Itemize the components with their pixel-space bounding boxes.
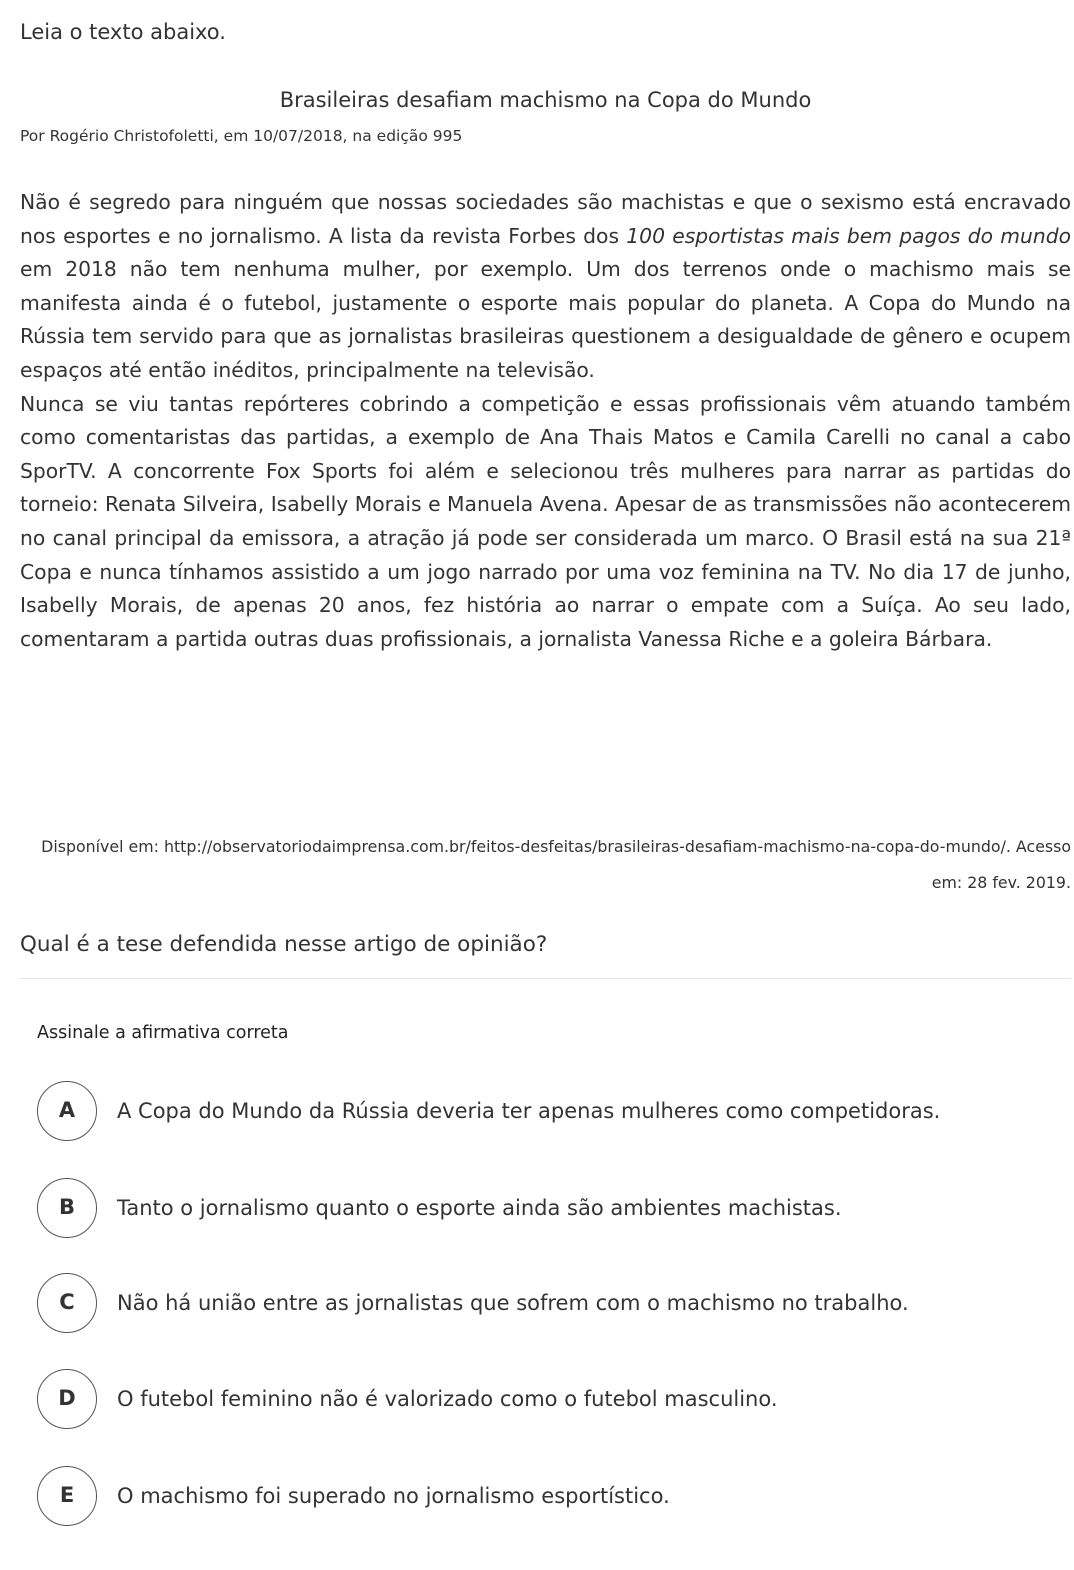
- article-source: Disponível em: http://observatoriodaimprensa.com.br/feitos-desfeitas/brasileiras-desafiam-machismo-na-copa-do-mundo/. Acesso em: 28 fev. 2019.: [41, 837, 1071, 892]
- option-text[interactable]: Não há união entre as jornalistas que sofrem com o machismo no trabalho.: [117, 1291, 909, 1315]
- question-text: Qual é a tese defendida nesse artigo de opinião?: [20, 932, 548, 957]
- article-body: [20, 186, 1071, 656]
- option-text[interactable]: Tanto o jornalismo quanto o esporte ainda são ambientes machistas.: [117, 1196, 842, 1220]
- article-byline: Por Rogério Christofoletti, em 10/07/2018, na edição 995: [20, 127, 463, 145]
- option-text[interactable]: O futebol feminino não é valorizado como o futebol masculino.: [117, 1387, 778, 1411]
- option-letter-badge[interactable]: D: [37, 1369, 97, 1429]
- article-paragraph-1-italic: 100 esportistas mais bem pagos do mundo: [626, 223, 1071, 248]
- option-text[interactable]: A Copa do Mundo da Rússia deveria ter apenas mulheres como competidoras.: [117, 1099, 941, 1123]
- answer-prompt: Assinale a afirmativa correta: [37, 1023, 289, 1043]
- option-b[interactable]: [37, 1178, 1071, 1242]
- option-letter-badge[interactable]: C: [37, 1273, 97, 1333]
- divider: [20, 978, 1071, 979]
- article-paragraph-2: Nunca se viu tantas repórteres cobrindo a competição e essas profissionais vêm atuando também como comentaristas das partidas, a exemplo de Ana Thais Matos e Camila Carelli no canal a cabo SporTV. A concorrente Fox Sports foi além e selecionou três mulheres para narrar as partidas do torneio: Renata Silveira, Isabelly Morais e Manuela Avena. Apesar de as transmissões não acontecerem no canal principal da emissora, a atração já pode ser considerada um marco. O Brasil está na sua 21ª Copa e nunca tínhamos assistido a um jogo narrado por uma voz feminina na TV. No dia 17 de junho, Isabelly Morais, de apenas 20 anos, fez história ao narrar o empate com a Suíça. Ao seu lado, comentaram a partida outras duas profissionais, a jornalista Vanessa Riche e a goleira Bárbara.: [20, 391, 1071, 651]
- option-letter-badge[interactable]: B: [37, 1178, 97, 1238]
- option-letter-badge[interactable]: E: [37, 1466, 97, 1526]
- option-a[interactable]: [37, 1081, 1071, 1145]
- article-paragraph-1-part-2: em 2018 não tem nenhuma mulher, por exemplo. Um dos terrenos onde o machismo mais se manifesta ainda é o futebol, justamente o esporte mais popular do planeta. A Copa do Mundo na Rússia tem servido para que as jornalistas brasileiras questionem a desigualdade de gênero e ocupem espaços até então inéditos, principalmente na televisão.: [20, 257, 1071, 382]
- option-e[interactable]: [37, 1466, 1071, 1530]
- instruction-text: Leia o texto abaixo.: [20, 20, 226, 44]
- option-letter-badge[interactable]: A: [37, 1081, 97, 1141]
- option-c[interactable]: [37, 1273, 1071, 1337]
- article-paragraph-1: [20, 186, 1071, 388]
- article-paragraph-1-part-1: Não é segredo para ninguém que nossas sociedades são machistas e que o sexismo está encravado nos esportes e no jornalismo. A lista da revista Forbes dos: [20, 190, 1071, 248]
- article-title: Brasileiras desafiam machismo na Copa do Mundo: [279, 88, 812, 112]
- option-text[interactable]: O machismo foi superado no jornalismo esportístico.: [117, 1484, 670, 1508]
- option-d[interactable]: [37, 1369, 1071, 1433]
